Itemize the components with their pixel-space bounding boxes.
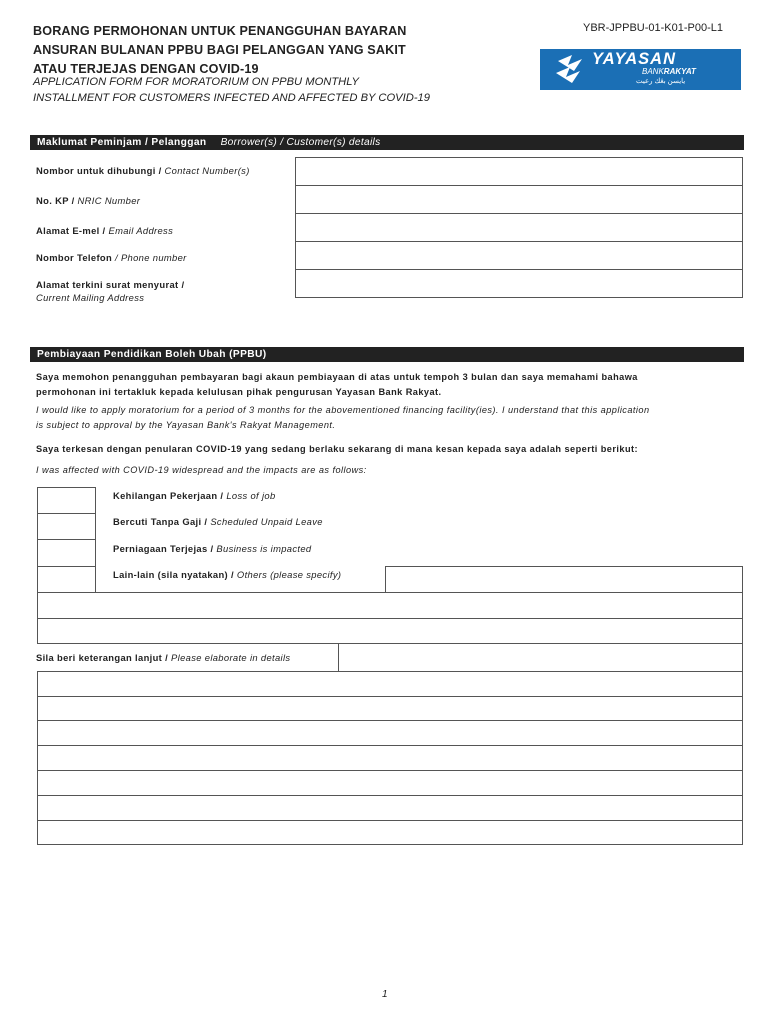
loss-of-job-checkbox[interactable]: [37, 487, 96, 514]
yayasan-bank-rakyat-logo: [540, 49, 741, 90]
contact-number-label: Nombor untuk dihubungi / Contact Number(s): [36, 165, 250, 176]
option-unpaid-leave: Bercuti Tanpa Gaji / Scheduled Unpaid Leave: [113, 516, 323, 527]
logo-wordmark: YAYASAN: [592, 50, 677, 68]
form-title-malay: BORANG PERMOHONAN UNTUK PENANGGUHAN BAYARAN ANSURAN BULANAN PPBU BAGI PELANGGAN YANG SAKIT ATAU TERJEJAS DENGAN COVID-19: [33, 24, 407, 76]
email-label: Alamat E-mel / Email Address: [36, 225, 174, 236]
unpaid-leave-checkbox[interactable]: [37, 513, 96, 540]
others-checkbox[interactable]: [37, 566, 96, 593]
elaborate-line-5[interactable]: [37, 770, 743, 796]
phone-field[interactable]: [295, 241, 743, 270]
logo-emblem-icon: [548, 49, 598, 90]
form-title-english: APPLICATION FORM FOR MORATORIUM ON PPBU MONTHLY INSTALLMENT FOR CUSTOMERS INFECTED AND AFFECTED BY COVID-19: [33, 76, 430, 104]
mailing-address-label: Alamat terkini surat menyurat / Current Mailing Address: [36, 279, 185, 303]
elaborate-line-2[interactable]: [37, 696, 743, 721]
option-loss-of-job: Kehilangan Pekerjaan / Loss of job: [113, 490, 276, 501]
option-others: Lain-lain (sila nyatakan) / Others (please specify): [113, 569, 342, 580]
nric-label: No. KP / NRIC Number: [36, 195, 141, 206]
application-statement-english: I would like to apply moratorium for a period of 3 months for the abovementioned financing facility(ies). I understand that this application is subject to approval by the Yayasan Bank's Rakyat Management.: [36, 405, 650, 430]
elaborate-label: Sila beri keterangan lanjut / Please elaborate in details: [36, 652, 291, 663]
elaborate-line-3[interactable]: [37, 720, 743, 746]
others-specify-field[interactable]: [385, 566, 743, 593]
nric-field[interactable]: [295, 185, 743, 214]
impact-statement-english: I was affected with COVID-19 widespread and the impacts are as follows:: [36, 465, 367, 475]
elaborate-line-7[interactable]: [37, 820, 743, 845]
section-ppbu-header: Pembiayaan Pendidikan Boleh Ubah (PPBU): [30, 347, 744, 362]
page-number: 1: [382, 989, 388, 1000]
others-detail-line-1[interactable]: [37, 592, 743, 619]
others-detail-line-2[interactable]: [37, 618, 743, 644]
application-statement-malay: Saya memohon penangguhan pembayaran bagi akaun pembiayaan di atas untuk tempoh 3 bulan dan saya memahami bahawa permohonan ini tertakluk kepada kelulusan pihak pengurusan Yayasan Bank Rakyat.: [36, 372, 638, 397]
logo-subtitle: BANKRAKYAT: [642, 67, 696, 76]
impact-statement-malay: Saya terkesan dengan penularan COVID-19 yang sedang berlaku sekarang di mana kesan kepada saya adalah seperti berikut:: [36, 444, 639, 454]
section-borrower-details-header: Maklumat Peminjam / Pelanggan Borrower(s) / Customer(s) details: [30, 135, 744, 150]
elaborate-line-1[interactable]: [37, 671, 743, 697]
contact-number-field[interactable]: [295, 157, 743, 186]
form-code: YBR-JPPBU-01-K01-P00-L1: [583, 22, 724, 34]
logo-arabic-text: يايسن بڠك رعيت: [636, 78, 686, 85]
elaborate-field[interactable]: [338, 643, 743, 672]
elaborate-line-6[interactable]: [37, 795, 743, 821]
mailing-address-field[interactable]: [295, 269, 743, 298]
phone-label: Nombor Telefon / Phone number: [36, 252, 187, 263]
option-business-impacted: Perniagaan Terjejas / Business is impacted: [113, 543, 312, 554]
elaborate-line-4[interactable]: [37, 745, 743, 771]
business-impacted-checkbox[interactable]: [37, 539, 96, 567]
email-field[interactable]: [295, 213, 743, 242]
